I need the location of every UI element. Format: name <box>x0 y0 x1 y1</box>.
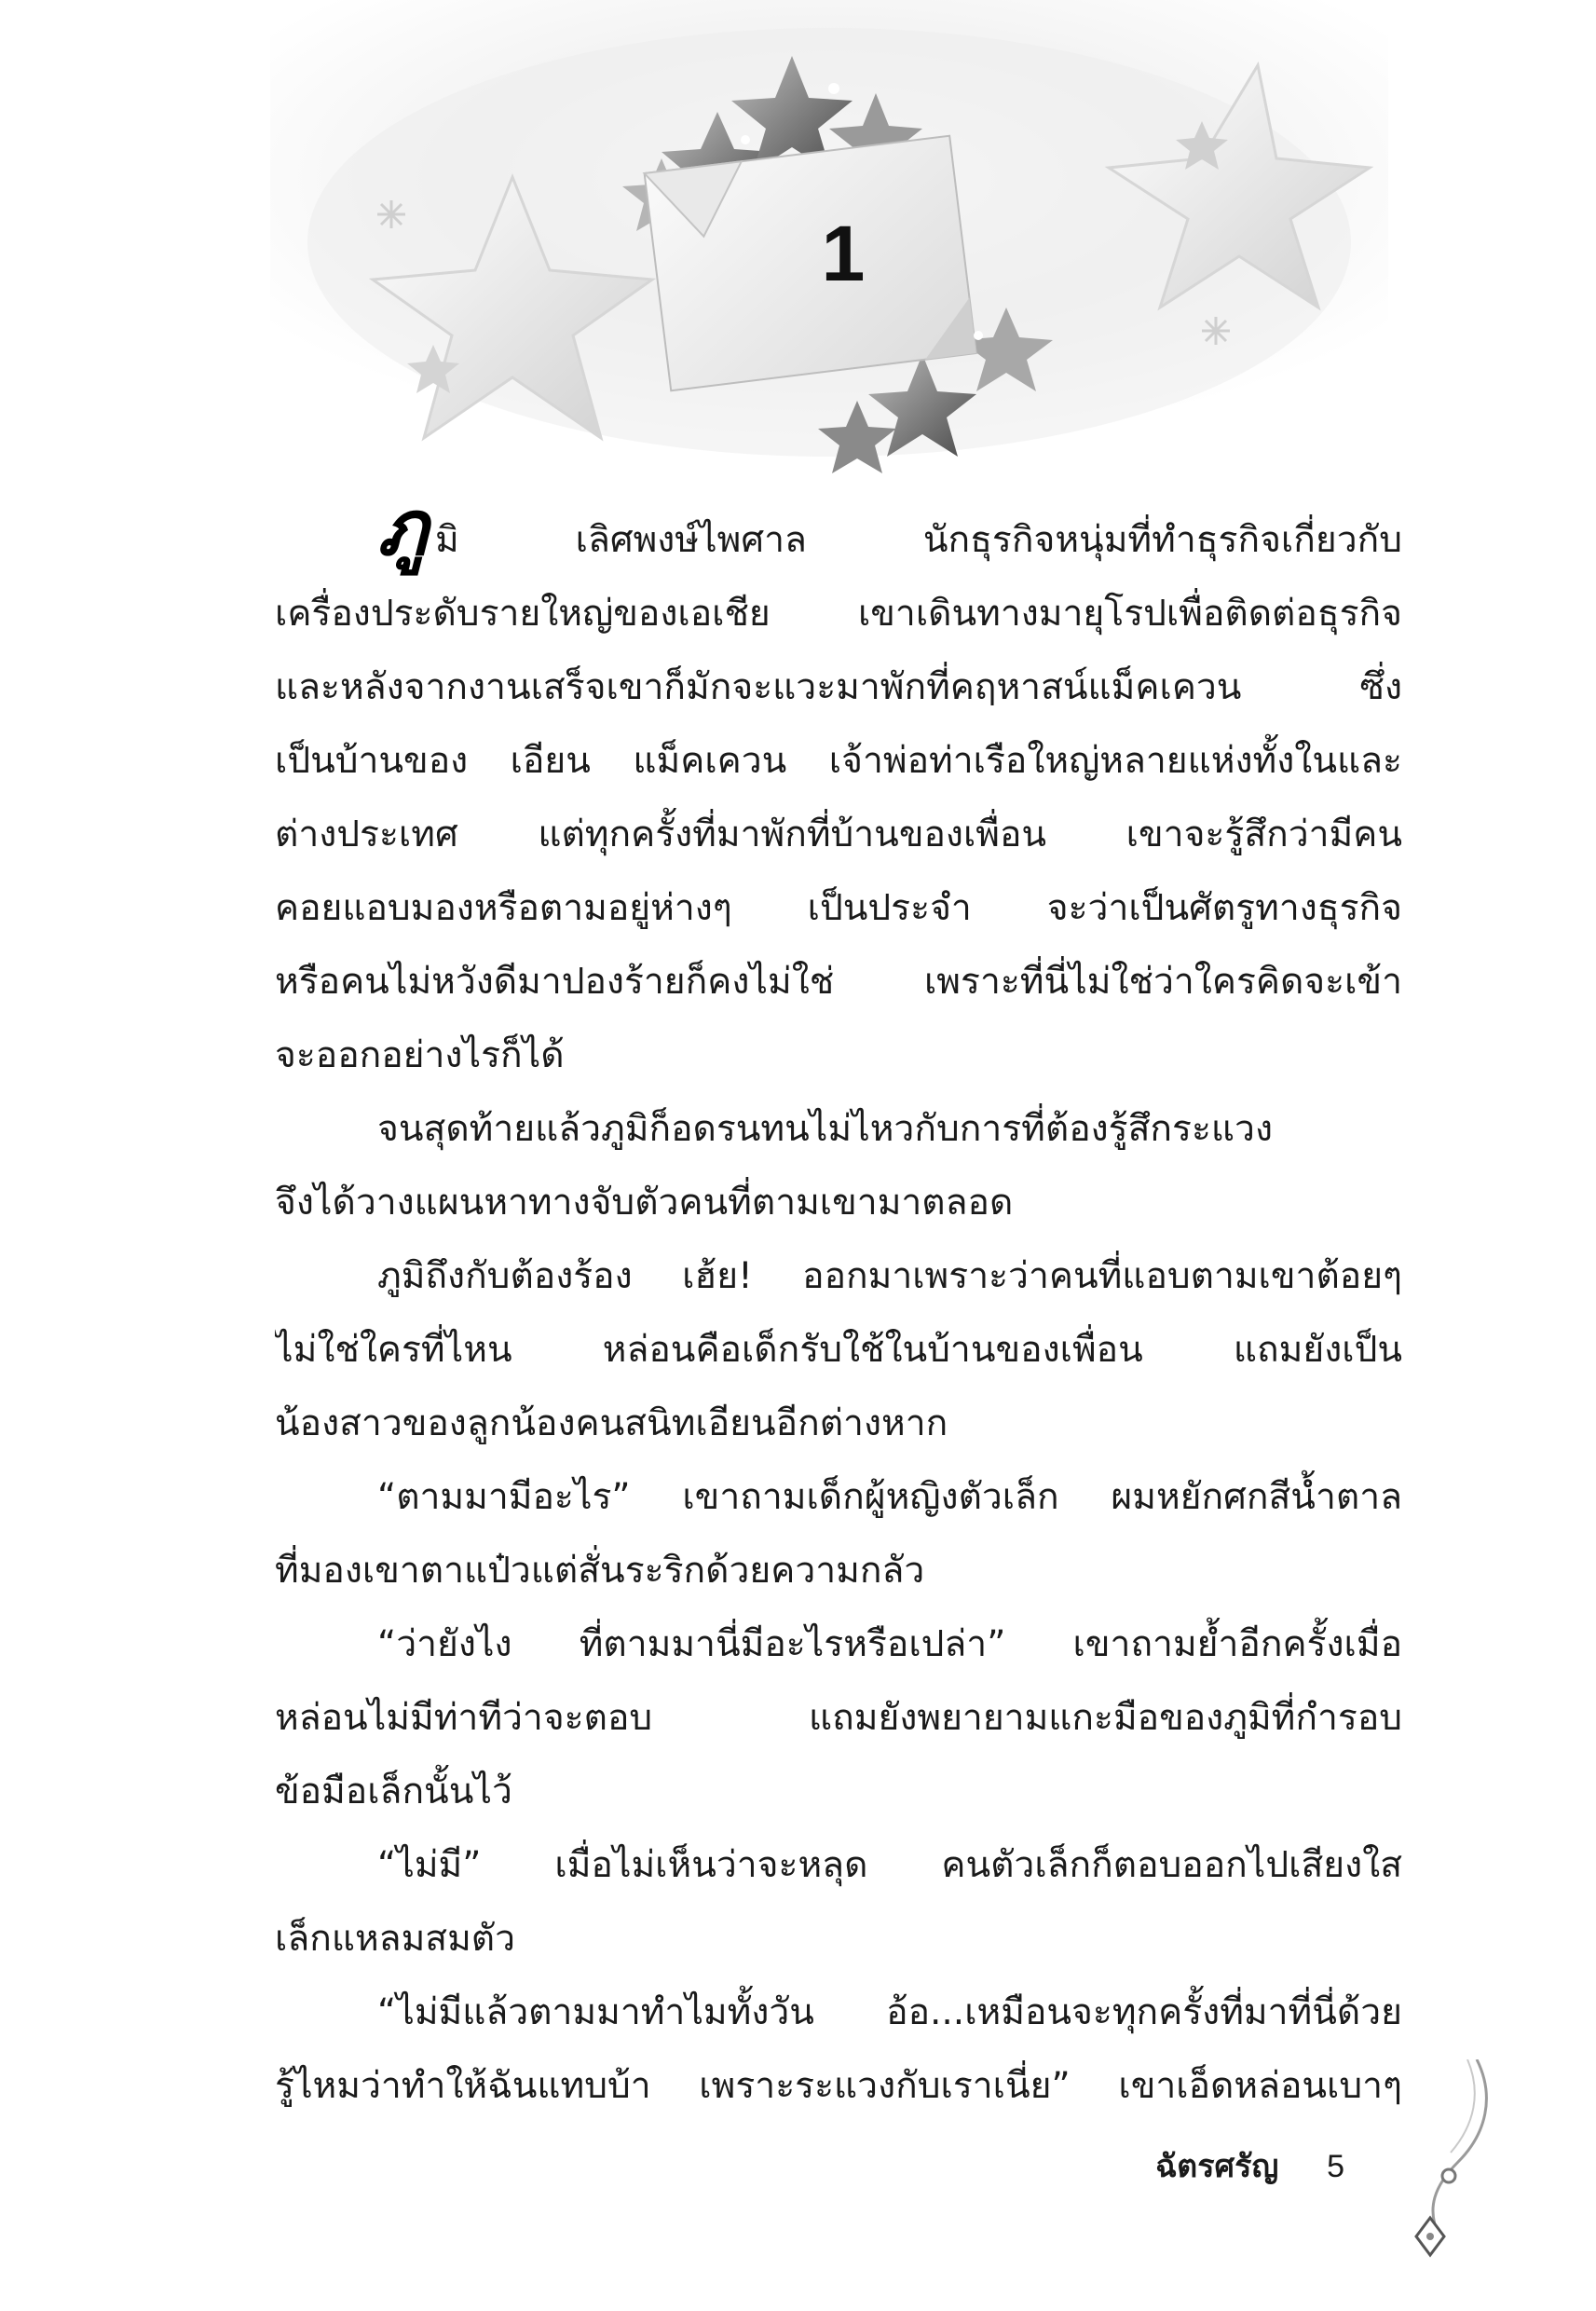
paragraph-line: หล่อนไม่มีท่าทีว่าจะตอบ แถมยังพยายามแกะมือของภูมิที่กำรอบ <box>275 1697 1402 1739</box>
paragraph-line: “ว่ายังไง ที่ตามมานี่มีอะไรหรือเปล่า” เขาถามย้ำอีกครั้งเมื่อ <box>377 1623 1402 1665</box>
page-footer <box>1155 2139 1344 2195</box>
paragraph-text: มิ เลิศพงษ์ไพศาล นักธุรกิจหนุ่มที่ทำธุรกิจเกี่ยวกับ <box>435 519 1402 561</box>
paragraph-line <box>275 503 1402 577</box>
hanging-charm-icon <box>1393 2059 1495 2274</box>
paragraph-line: หรือคนไม่หวังดีมาปองร้ายก็คงไม่ใช่ เพราะที่นี่ไม่ใช่ว่าใครคิดจะเข้า <box>275 961 1402 1003</box>
drop-cap: ภู <box>377 503 429 573</box>
paragraph-line: รู้ไหมว่าทำให้ฉันแทบบ้า เพราะระแวงกับเราเนี่ย” เขาเอ็ดหล่อนเบาๆ <box>275 2065 1402 2107</box>
paragraph-line: จนสุดท้ายแล้วภูมิก็อดรนทนไม่ไหวกับการที่ต้องรู้สึกระแวง <box>377 1108 1274 1150</box>
paragraph-line: ภูมิถึงกับต้องร้อง เฮ้ย! ออกมาเพราะว่าคนที่แอบตามเขาต้อยๆ <box>377 1255 1402 1297</box>
sparkle-icon <box>828 83 839 94</box>
chapter-number: 1 <box>821 210 866 297</box>
paragraph-line: จึงได้วางแผนหาทางจับตัวคนที่ตามเขามาตลอด <box>275 1182 1014 1224</box>
sparkle-icon <box>741 135 750 144</box>
paragraph-line: “ตามมามีอะไร” เขาถามเด็กผู้หญิงตัวเล็ก ผมหยักศกสีน้ำตาล <box>377 1476 1402 1518</box>
paragraph-line: เป็นบ้านของ เอียน แม็คเควน เจ้าพ่อท่าเรือใหญ่หลายแห่งทั้งในและ <box>275 740 1402 782</box>
page-number: 5 <box>1327 2149 1345 2184</box>
snowflake-icon <box>377 200 405 228</box>
paragraph-line: “ไม่มี” เมื่อไม่เห็นว่าจะหลุด คนตัวเล็กก็ตอบออกไปเสียงใส <box>377 1844 1402 1886</box>
paragraph-line: และหลังจากงานเสร็จเขาก็มักจะแวะมาพักที่คฤหาสน์แม็คเควน ซึ่ง <box>275 666 1402 708</box>
author-name: ฉัตรศรัญ <box>1155 2148 1279 2185</box>
paragraph-line: ต่างประเทศ แต่ทุกครั้งที่มาพักที่บ้านของเพื่อน เขาจะรู้สึกว่ามีคน <box>275 814 1402 855</box>
snowflake-icon <box>1202 317 1230 345</box>
sparkle-icon <box>974 331 983 340</box>
chapter-body <box>275 503 1402 2123</box>
paragraph-line: เครื่องประดับรายใหญ่ของเอเชีย เขาเดินทางมายุโรปเพื่อติดต่อธุรกิจ <box>275 593 1402 635</box>
paragraph-line: จะออกอย่างไรก็ได้ <box>275 1034 565 1076</box>
paragraph-line: “ไม่มีแล้วตามมาทำไมทั้งวัน อ้อ...เหมือนจะทุกครั้งที่มาที่นี่ด้วย <box>377 1991 1402 2033</box>
paragraph-line: ไม่ใช่ใครที่ไหน หล่อนคือเด็กรับใช้ในบ้านของเพื่อน แถมยังเป็น <box>275 1329 1402 1371</box>
paragraph-line: เล็กแหลมสมตัว <box>275 1918 516 1960</box>
paragraph-line: ข้อมือเล็กนั้นไว้ <box>275 1771 512 1812</box>
paragraph-line: คอยแอบมองหรือตามอยู่ห่างๆ เป็นประจำ จะว่าเป็นศัตรูทางธุรกิจ <box>275 887 1402 929</box>
paragraph-line: ที่มองเขาตาแป๋วแต่สั่นระริกด้วยความกลัว <box>275 1550 925 1592</box>
paragraph-line: น้องสาวของลูกน้องคนสนิทเอียนอีกต่างหาก <box>275 1402 948 1444</box>
